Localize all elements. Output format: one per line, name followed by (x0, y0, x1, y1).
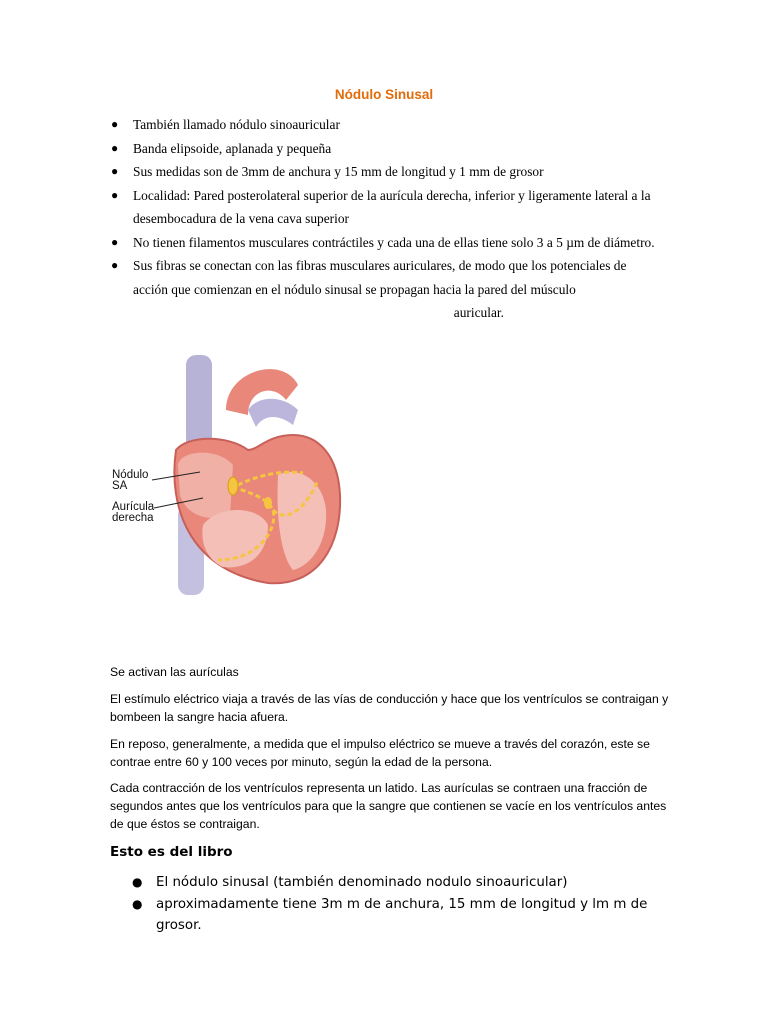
list-item: ● Sus fibras se conectan con las fibras musculares auriculares, de modo que los potenciales de acción que comienzan en el nódulo sinusal se propagan hacia la pared del músculo auricular. (108, 254, 664, 325)
bullet-icon: ● (111, 258, 119, 272)
paragraph: En reposo, generalmente, a medida que el impulso eléctrico se mueve a través del corazón, este se contrae entre 60 y 100 veces por minuto, según la edad de la persona. (110, 737, 650, 769)
bullet-icon: ● (132, 896, 143, 911)
bullet-icon: ● (111, 140, 119, 155)
bullet-tail: auricular. (453, 305, 504, 320)
list-item: ● aproximadamente tiene 3m m de anchura, 15 mm de longitud y lm m de grosor. (130, 894, 650, 937)
paragraph: Se activan las aurículas (110, 665, 239, 679)
av-node-marker (264, 497, 272, 509)
list-item: ● El nódulo sinusal (también denominado nodulo sinoauricular) (130, 872, 650, 894)
paragraph: Cada contracción de los ventrículos representa un latido. Las aurículas se contraen una fracción de segundos antes que los ventrículos para que la sangre que contienen se vacíe en los ventrículos antes de que éstos se contraigan. (110, 781, 667, 831)
bullet-icon: ● (111, 187, 119, 202)
book-section-title: Esto es del libro (110, 844, 233, 860)
label-right-atrium: Aurícula derecha (112, 501, 155, 524)
list-item: ● No tienen filamentos musculares contráctiles y cada una de ellas tiene solo 3 a 5 µm de diámetro. (108, 231, 664, 255)
bullet-icon: ● (132, 875, 143, 889)
characteristics-list (108, 113, 664, 325)
book-list (130, 872, 650, 937)
pulmonary-artery (248, 399, 298, 427)
page-title: Nódulo Sinusal (334, 87, 434, 102)
bullet-icon: ● (111, 164, 119, 178)
list-item: ● Localidad: Pared posterolateral superior de la aurícula derecha, inferior y ligeramente lateral a la desembocadura de la vena cava superior (108, 184, 664, 231)
label-sa-node: Nódulo SA (112, 469, 149, 492)
bullet-icon: ● (111, 117, 119, 131)
list-item: ● Sus medidas son de 3mm de anchura y 15 mm de longitud y 1 mm de grosor (108, 160, 664, 184)
paragraph: El estímulo eléctrico viaja a través de las vías de conducción y hace que los ventrículos se contraigan y bombeen la sangre hacia afuera. (110, 692, 669, 724)
bullet-icon: ● (111, 234, 119, 249)
list-item: ● Banda elipsoide, aplanada y pequeña (108, 137, 664, 161)
sa-node-marker (228, 477, 238, 495)
list-item: ● También llamado nódulo sinoauricular (108, 113, 664, 137)
heart-illustration (108, 355, 344, 595)
